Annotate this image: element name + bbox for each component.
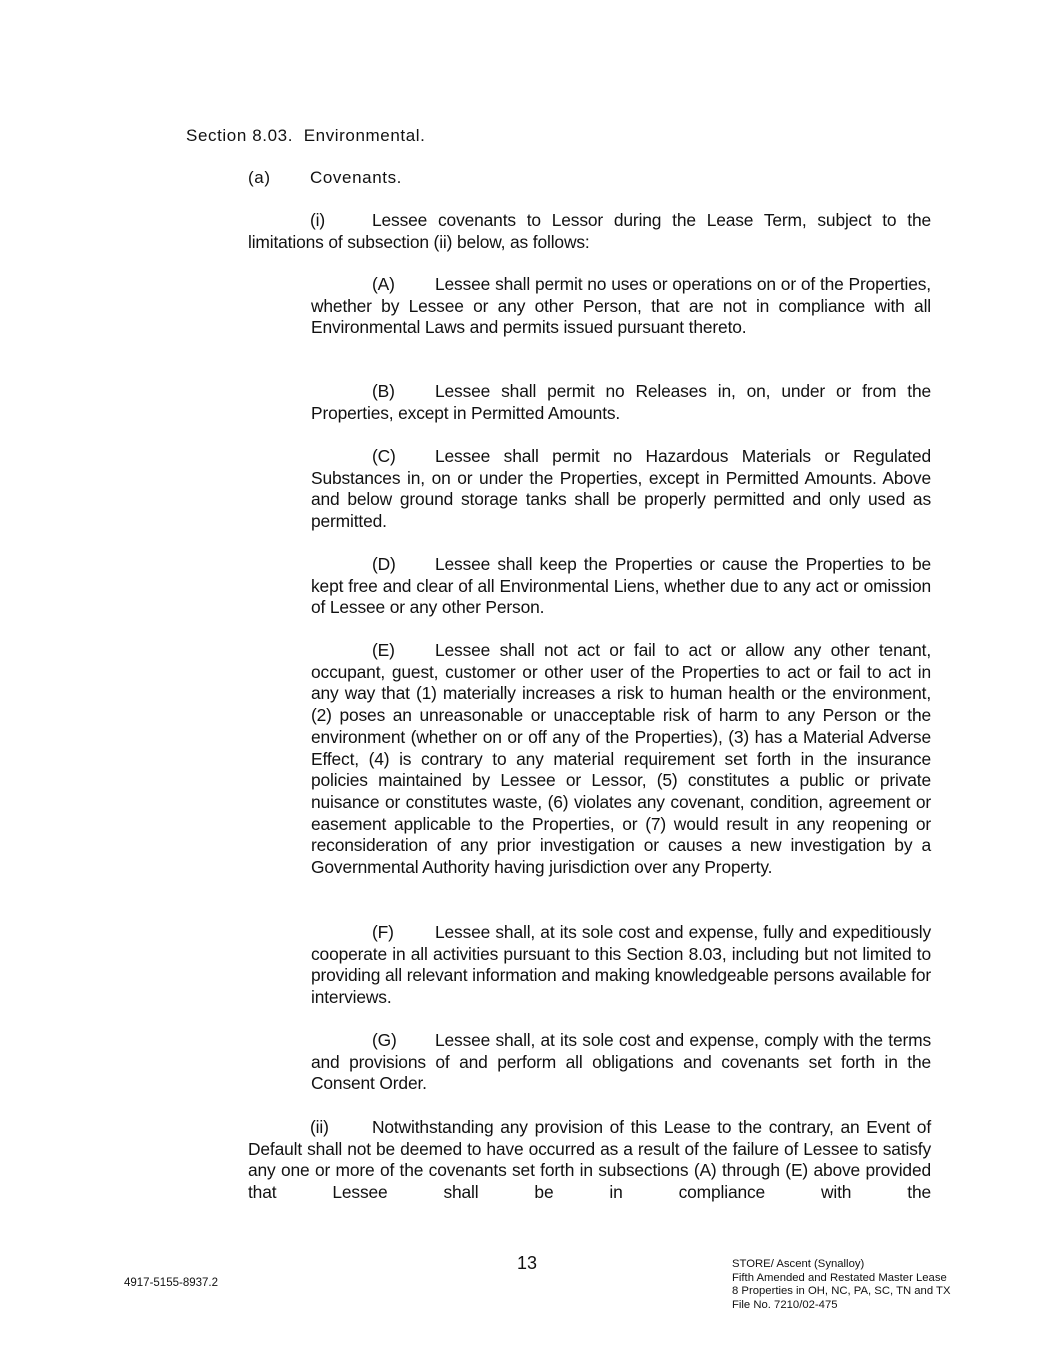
item-e-text: Lessee shall not act or fail to act or allow any other tenant, occupant, guest, customer or other user of the Properties to act or fail to act in any way that (1) materially increases a risk to human health or the environment, (2) poses an unreasonable or unacceptable risk of harm to any Person or the environment (whether on or off any of the Properties), (3) has a Material Adverse Effect, (4) is contrary to any material requirement set forth in the insurance policies maintained by Lessee or Lessor, (5) constitutes a public or private nuisance or constitutes waste, (6) violates any covenant, condition, agreement or easement applicable to the Properties, or (7) would result in any reopening or reconsideration of any prior investigation or causes a new investigation by a Governmental Authority having jurisdiction over any Property. xyxy=(311,640,931,878)
paragraph-i xyxy=(248,210,931,253)
subsection-a-label: (a) xyxy=(248,168,271,187)
item-g xyxy=(311,1030,931,1095)
item-d-text: Lessee shall keep the Properties or cause the Properties to be kept free and clear of all Environmental Liens, whether due to any act or omission of Lessee or any other Person. xyxy=(311,554,931,618)
item-f-text: Lessee shall, at its sole cost and expense, fully and expeditiously cooperate in all activities pursuant to this Section 8.03, including but not limited to providing all relevant information and making knowledgeable persons available for interviews. xyxy=(311,922,931,1008)
item-g-label: (G) xyxy=(372,1030,397,1050)
section-heading xyxy=(186,126,426,146)
footer-line: STORE/ Ascent (Synalloy) xyxy=(732,1258,865,1270)
item-c-label: (C) xyxy=(372,446,396,466)
footer-doc-id: 4917-5155-8937.2 xyxy=(124,1277,218,1289)
item-e-label: (E) xyxy=(372,640,395,660)
paragraph-ii-text: Notwithstanding any provision of this Lease to the contrary, an Event of Default shall not be deemed to have occurred as a result of the failure of Lessee to satisfy any one or more of the covenants set forth in subsections (A) through (E) above provided that Lessee shall be in compliance with the xyxy=(248,1117,931,1203)
footer-line: File No. 7210/02-475 xyxy=(732,1298,838,1311)
item-a-text: Lessee shall permit no uses or operations on or of the Properties, whether by Lessee or any other Person, that are not in compliance with all Environmental Laws and permits issued pursuant thereto. xyxy=(311,274,931,338)
item-b xyxy=(311,381,931,424)
footer-line: 8 Properties in OH, NC, PA, SC, TN and TX xyxy=(732,1285,951,1298)
section-title: Environmental. xyxy=(303,126,426,145)
item-f xyxy=(311,922,931,1009)
item-d xyxy=(311,554,931,619)
item-c-text: Lessee shall permit no Hazardous Materials or Regulated Substances in, on or under the Properties, except in Permitted Amounts. Above and below ground storage tanks shall be properly permitted and only used as permitted. xyxy=(311,446,931,532)
item-c xyxy=(311,446,931,533)
item-f-label: (F) xyxy=(372,922,394,942)
paragraph-ii-label: (ii) xyxy=(310,1117,329,1137)
paragraph-i-label: (i) xyxy=(310,210,325,230)
item-b-label: (B) xyxy=(372,381,395,401)
item-a xyxy=(311,274,931,339)
subsection-a-heading xyxy=(248,168,402,188)
item-g-text: Lessee shall, at its sole cost and expense, comply with the terms and provisions of and perform all obligations and covenants set forth in the Consent Order. xyxy=(311,1030,931,1094)
item-a-label: (A) xyxy=(372,274,395,294)
item-e xyxy=(311,640,931,879)
paragraph-ii xyxy=(248,1117,931,1204)
item-d-label: (D) xyxy=(372,554,396,574)
footer-right-block xyxy=(732,1258,951,1312)
section-number: Section 8.03. xyxy=(186,126,294,145)
subsection-a-title: Covenants. xyxy=(310,168,402,187)
page-number: 13 xyxy=(517,1253,538,1273)
footer-line: Fifth Amended and Restated Master Lease xyxy=(732,1271,947,1284)
paragraph-i-text: Lessee covenants to Lessor during the Lease Term, subject to the limitations of subsection (ii) below, as follows: xyxy=(248,210,931,252)
item-b-text: Lessee shall permit no Releases in, on, under or from the Properties, except in Permitted Amounts. xyxy=(311,381,931,423)
